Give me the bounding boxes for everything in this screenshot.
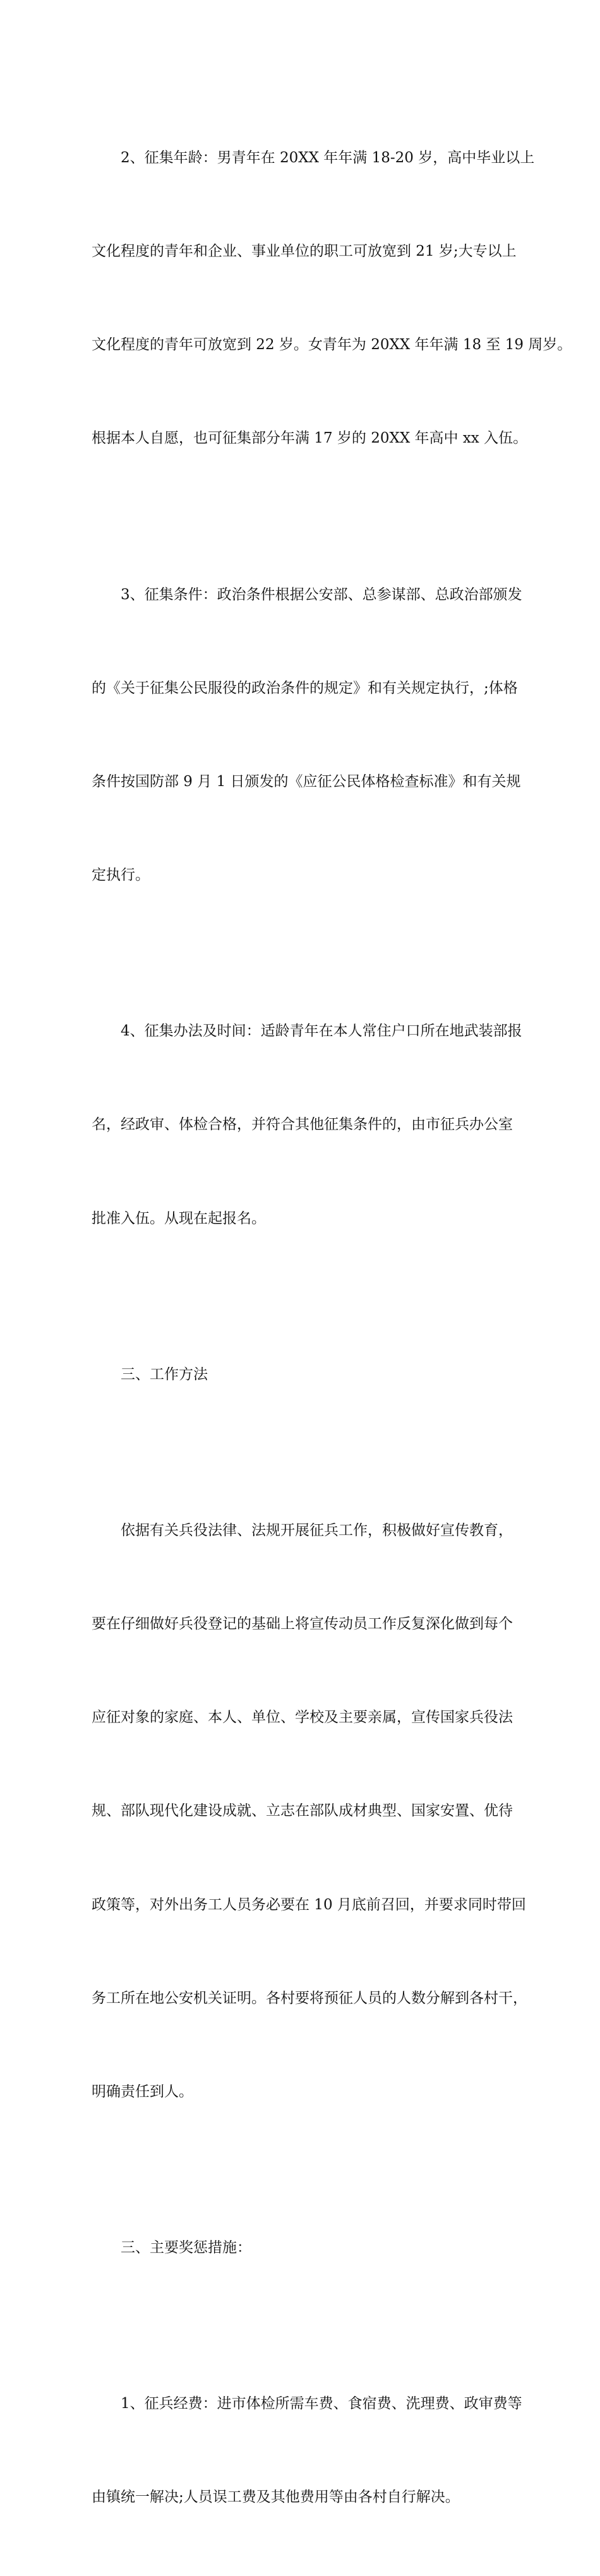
text-line: 依据有关兵役法律、法规开展征兵工作，积极做好宣传教育， — [121, 1522, 513, 1539]
section-heading-rewards-penalties — [92, 2170, 521, 2326]
paragraph-conscription-funds — [92, 2326, 521, 2575]
document-body — [92, 80, 572, 2576]
text-line: 规、部队现代化建设成就、立志在部队成材典型、国家安置、优待 — [92, 1803, 513, 1820]
text-line: 应征对象的家庭、本人、单位、学校及主要亲属，宣传国家兵役法 — [92, 1709, 513, 1726]
paragraph-conscription-method — [92, 953, 521, 1296]
section-heading-work-method — [92, 1297, 521, 1453]
text-line: 3、征集条件：政治条件根据公安部、总参谋部、总政治部颁发 — [121, 586, 522, 603]
text-line: 根据本人自愿，也可征集部分年满 17 岁的 20XX 年高中 xx 入伍。 — [92, 430, 528, 447]
text-line: 1、征兵经费：进市体检所需车费、食宿费、洗理费、政审费等 — [121, 2395, 522, 2412]
text-line: 要在仔细做好兵役登记的基础上将宣传动员工作反复深化做到每个 — [92, 1615, 513, 1632]
section-heading: 三、主要奖惩措施： — [121, 2239, 251, 2257]
paragraph-conscription-conditions — [92, 517, 521, 954]
text-line: 文化程度的青年可放宽到 22 岁。女青年为 20XX 年年满 18 至 19 周岁。 — [92, 337, 572, 354]
text-line: 批准入伍。从现在起报名。 — [92, 1210, 266, 1227]
text-line: 政策等，对外出务工人员务必要在 10 月底前召回，并要求同时带回 — [92, 1896, 526, 1913]
section-heading: 三、工作方法 — [121, 1366, 208, 1383]
text-line: 的《关于征集公民服役的政治条件的规定》和有关规定执行，;体格 — [92, 679, 518, 696]
text-line: 务工所在地公安机关证明。各村要将预征人员的人数分解到各村干， — [92, 1989, 527, 2007]
text-line: 定执行。 — [92, 867, 150, 884]
paragraph-conscription-age — [92, 80, 572, 517]
text-line: 2、征集年龄：男青年在 20XX 年年满 18-20 岁，高中毕业以上 — [121, 149, 535, 166]
text-line: 4、征集办法及时间：适龄青年在本人常住户口所在地武装部报 — [121, 1023, 522, 1040]
text-line: 由镇统一解决;人员误工费及其他费用等由各村自行解决。 — [92, 2489, 460, 2506]
paragraph-work-method — [92, 1453, 527, 2170]
text-line: 条件按国防部 9 月 1 日颁发的《应征公民体格检查标准》和有关规 — [92, 773, 521, 790]
text-line: 文化程度的青年和企业、事业单位的职工可放宽到 21 岁;大专以上 — [92, 243, 517, 260]
text-line: 明确责任到人。 — [92, 2084, 193, 2100]
text-line: 名，经政审、体检合格，并符合其他征集条件的，由市征兵办公室 — [92, 1116, 513, 1133]
